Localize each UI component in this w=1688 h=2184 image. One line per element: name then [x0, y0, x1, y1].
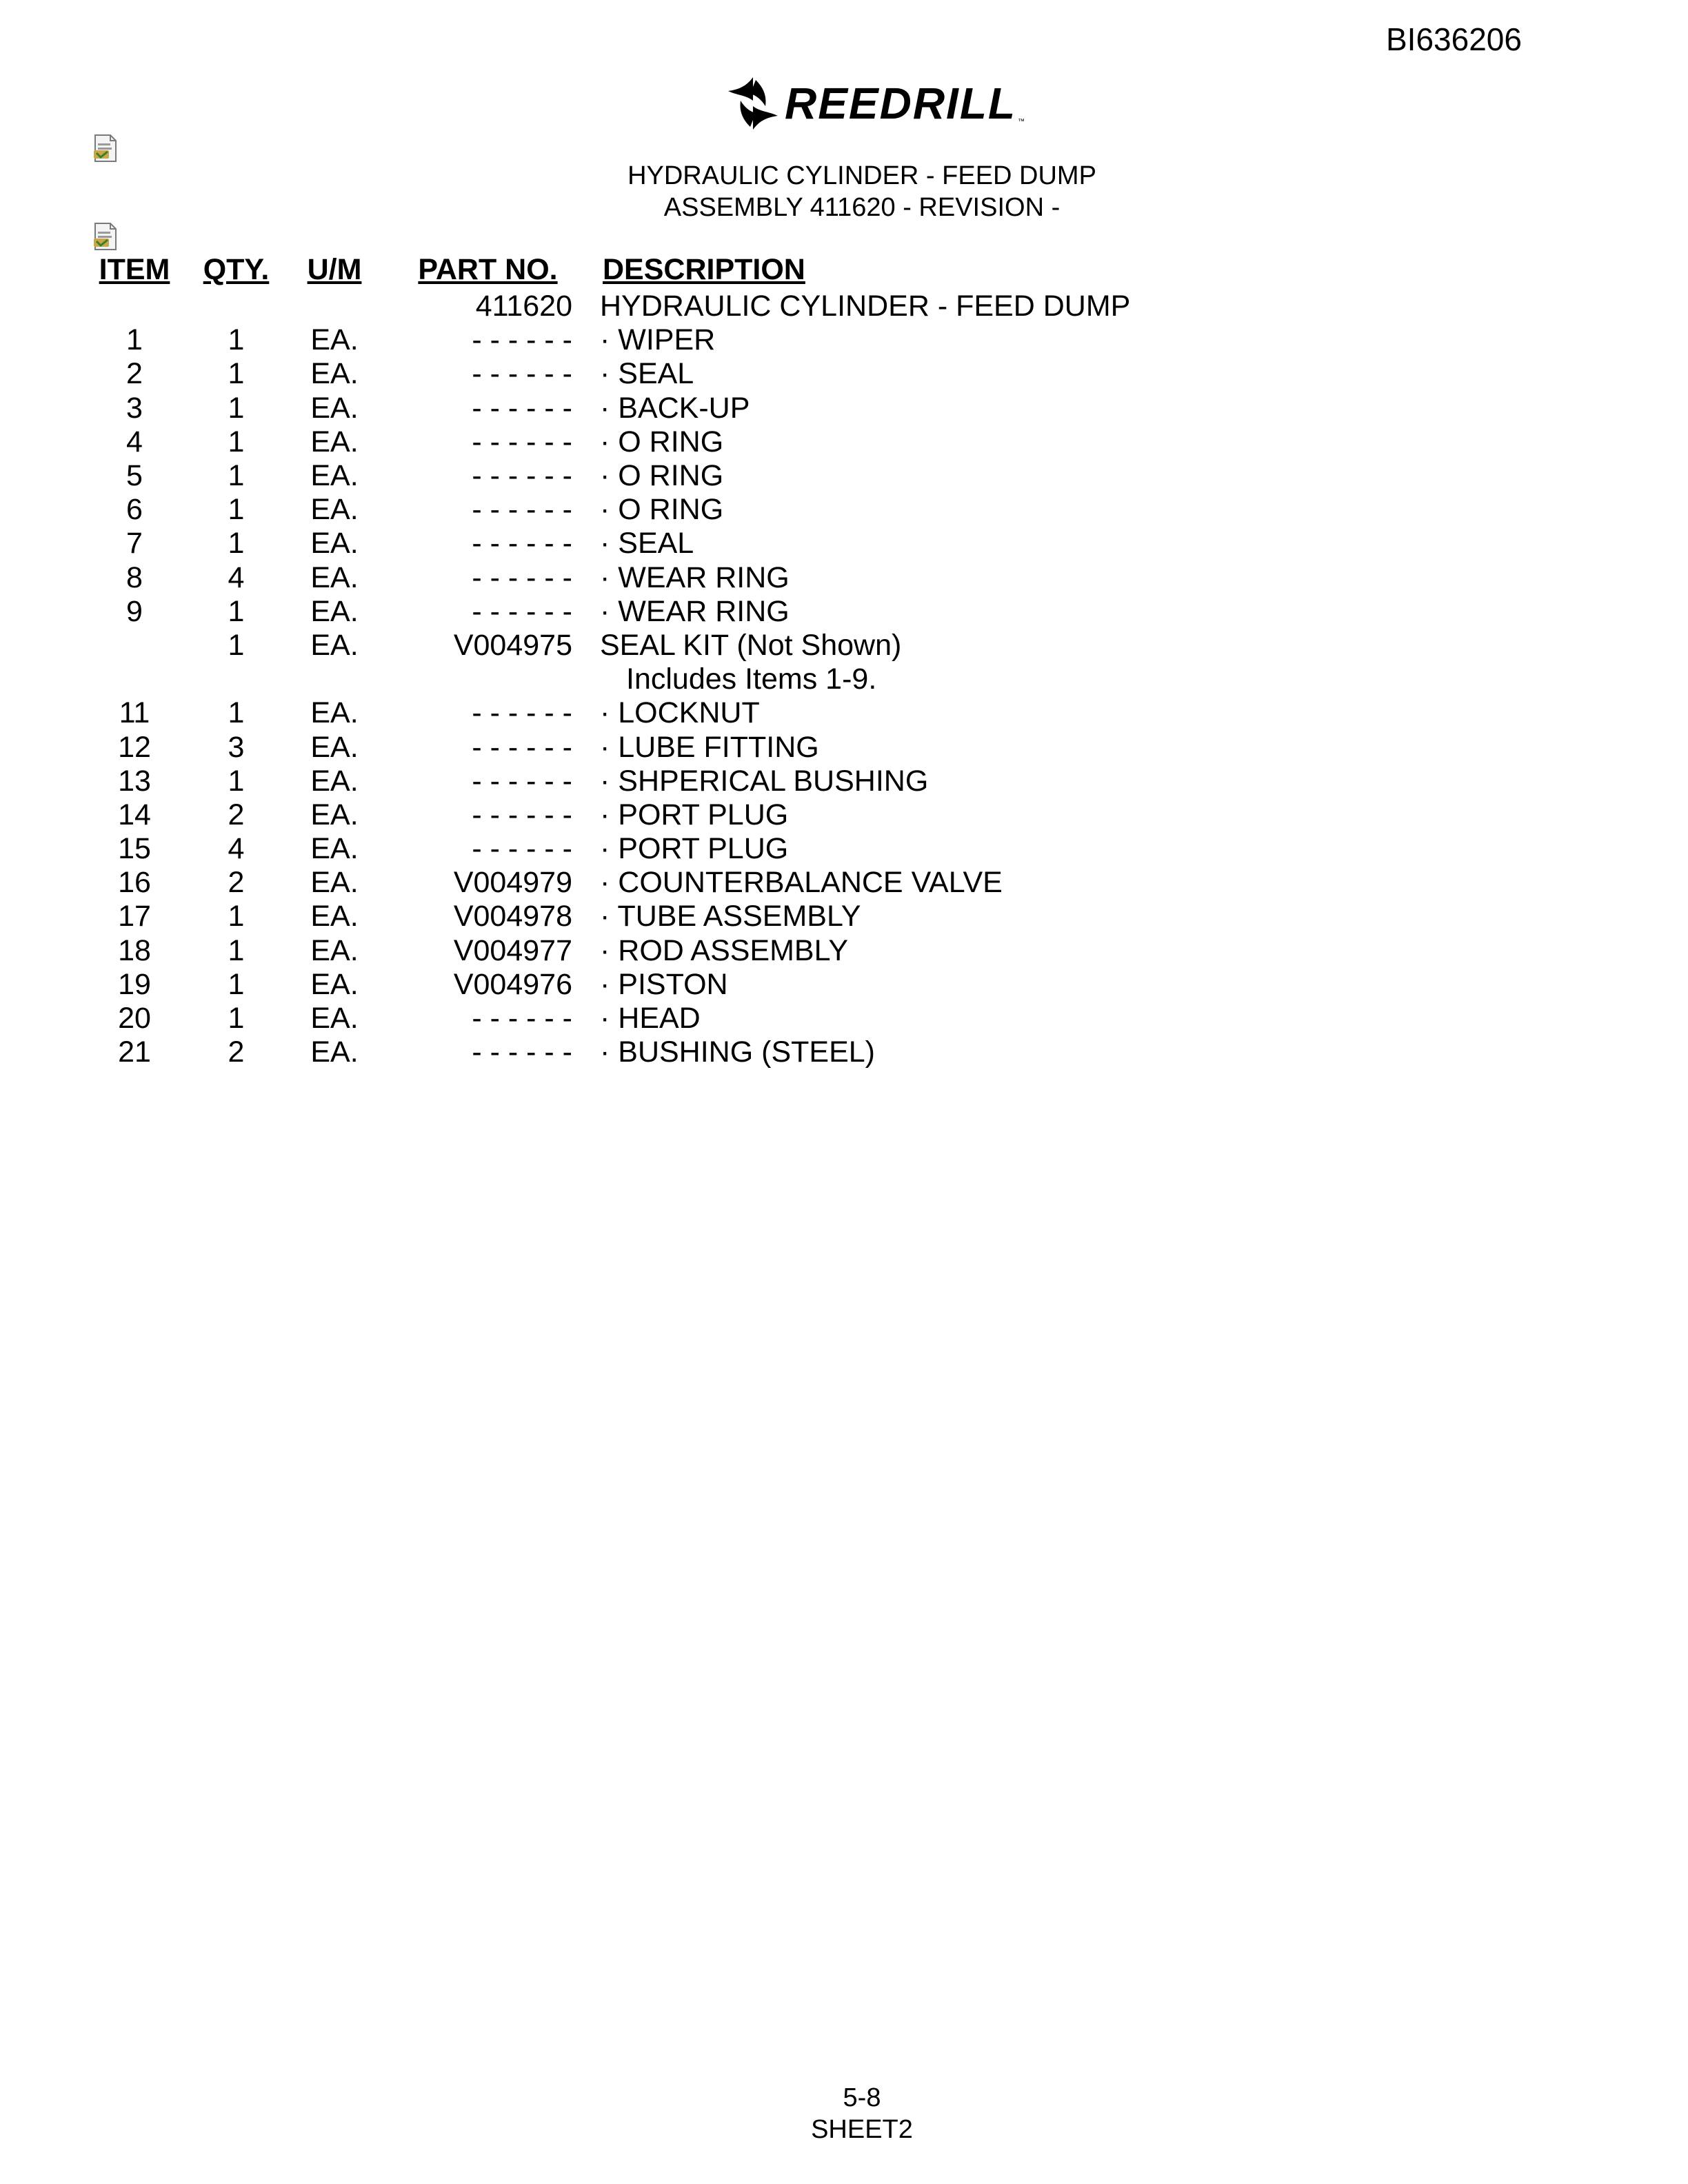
table-row: [90, 866, 1247, 900]
cell-qty: 3: [228, 730, 245, 764]
cell-description: · O RING: [600, 425, 724, 458]
cell-description: · PORT PLUG: [600, 832, 789, 866]
cell-um: EA.: [310, 459, 359, 493]
table-row: [90, 629, 1247, 663]
cell-item: 9: [126, 594, 143, 628]
cell-description: · SEAL: [600, 357, 694, 391]
cell-description: · PORT PLUG: [600, 798, 789, 831]
cell-um: EA.: [310, 527, 359, 560]
table-row: [90, 290, 1247, 323]
cell-item: 18: [118, 933, 151, 967]
cell-part-no: - - - - - -: [472, 1035, 572, 1069]
header-um: U/M: [307, 252, 362, 286]
table-row: [90, 1035, 1247, 1069]
cell-description: · PISTON: [600, 967, 728, 1001]
cell-item: 16: [118, 866, 151, 900]
cell-part-no: V004976: [453, 967, 572, 1001]
cell-qty: 1: [228, 1002, 245, 1035]
parts-table: [90, 250, 1247, 1069]
cell-item: 21: [118, 1035, 151, 1069]
cell-qty: 2: [228, 1035, 245, 1069]
cell-um: EA.: [310, 798, 359, 831]
cell-description: · O RING: [600, 459, 724, 493]
cell-part-no: - - - - - -: [472, 764, 572, 798]
cell-um: EA.: [310, 866, 359, 900]
table-row: [90, 798, 1247, 832]
cell-qty: 4: [228, 832, 245, 866]
cell-part-no: - - - - - -: [472, 391, 572, 425]
cell-um: EA.: [310, 357, 359, 391]
cell-qty: [179, 663, 293, 696]
cell-um: EA.: [310, 832, 359, 866]
cell-item: 14: [118, 798, 151, 831]
table-row: [90, 696, 1247, 730]
cell-qty: 1: [228, 696, 245, 730]
table-row: [90, 900, 1247, 933]
cell-description: HYDRAULIC CYLINDER - FEED DUMP: [600, 290, 1131, 323]
cell-description: · SEAL: [600, 527, 694, 560]
cell-um: EA.: [310, 425, 359, 458]
cell-part-no: - - - - - -: [472, 357, 572, 391]
header-part-no: PART NO.: [418, 252, 558, 286]
cell-item: 5: [126, 459, 143, 493]
cell-um: [293, 663, 376, 696]
cell-um: EA.: [310, 1035, 359, 1069]
cell-part-no: - - - - - -: [472, 560, 572, 594]
cell-item: 4: [126, 425, 143, 458]
cell-description: · LOCKNUT: [600, 696, 760, 730]
cell-part-no: - - - - - -: [472, 1002, 572, 1035]
cell-qty: 1: [228, 967, 245, 1001]
cell-item: [90, 290, 179, 323]
table-row: [90, 968, 1247, 1002]
cell-description: SEAL KIT (Not Shown): [600, 628, 902, 662]
cell-qty: 1: [228, 933, 245, 967]
table-header-row: [90, 250, 1247, 290]
cell-um: EA.: [310, 730, 359, 764]
table-row: [90, 595, 1247, 629]
cell-qty: 1: [228, 425, 245, 458]
cell-um: EA.: [310, 560, 359, 594]
logo-trademark: ™: [1018, 118, 1025, 125]
cell-item: 3: [126, 391, 143, 425]
table-row: [90, 561, 1247, 595]
cell-part-no: V004979: [453, 866, 572, 900]
cell-qty: 1: [228, 459, 245, 493]
table-row: [90, 493, 1247, 527]
cell-um: [293, 290, 376, 323]
cell-um: EA.: [310, 628, 359, 662]
cell-part-no: 411620: [475, 290, 572, 323]
cell-um: EA.: [310, 391, 359, 425]
cell-um: EA.: [310, 900, 359, 933]
cell-qty: 1: [228, 628, 245, 662]
header-qty: QTY.: [203, 252, 270, 286]
cell-part-no: - - - - - -: [472, 425, 572, 458]
cell-part-no: - - - - - -: [472, 832, 572, 866]
cell-item: 15: [118, 832, 151, 866]
table-row: [90, 392, 1247, 425]
cell-qty: 1: [228, 900, 245, 933]
cell-qty: 1: [228, 527, 245, 560]
cell-part-no: V004978: [453, 900, 572, 933]
table-row: [90, 527, 1247, 560]
cell-description: Includes Items 1-9.: [626, 663, 877, 696]
cell-item: 11: [119, 696, 150, 730]
page-number: 5-8: [843, 2083, 881, 2112]
document-id: BI636206: [1386, 21, 1522, 57]
header-description: DESCRIPTION: [603, 252, 805, 286]
cell-part-no: - - - - - -: [472, 493, 572, 527]
cell-part-no: - - - - - -: [472, 594, 572, 628]
document-icon: [92, 134, 119, 163]
cell-item: 6: [126, 493, 143, 527]
cell-description: · BACK-UP: [600, 391, 750, 425]
cell-item: 1: [126, 323, 143, 357]
table-row: [90, 832, 1247, 866]
document-icon: [92, 222, 119, 251]
cell-qty: 1: [228, 357, 245, 391]
logo-text: REEDRILL: [785, 79, 1016, 128]
cell-part-no: - - - - - -: [472, 696, 572, 730]
cell-um: EA.: [310, 323, 359, 357]
cell-part-no: - - - - - -: [472, 323, 572, 357]
page-footer: [0, 2082, 1688, 2145]
cell-description: · SHPERICAL BUSHING: [600, 764, 929, 798]
cell-qty: 2: [228, 798, 245, 831]
cell-part-no: V004975: [453, 628, 572, 662]
logo-swirl-icon: [725, 74, 781, 132]
reedrill-logo: [725, 74, 1025, 132]
cell-item: 13: [118, 764, 151, 798]
table-row: [90, 323, 1247, 357]
table-row: [90, 730, 1247, 764]
cell-qty: [179, 290, 293, 323]
cell-description: · ROD ASSEMBLY: [600, 933, 849, 967]
cell-item: 8: [126, 560, 143, 594]
table-row: [90, 765, 1247, 798]
cell-part-no: - - - - - -: [472, 527, 572, 560]
cell-qty: 4: [228, 560, 245, 594]
table-row: [90, 1002, 1247, 1035]
cell-part-no: - - - - - -: [472, 730, 572, 764]
cell-um: EA.: [310, 764, 359, 798]
cell-description: · WEAR RING: [600, 560, 790, 594]
cell-description: · WEAR RING: [600, 594, 790, 628]
table-row: [90, 663, 1247, 696]
cell-description: · WIPER: [600, 323, 716, 357]
cell-description: · COUNTERBALANCE VALVE: [600, 866, 1003, 900]
cell-description: · O RING: [600, 493, 724, 527]
cell-qty: 1: [228, 391, 245, 425]
cell-description: · LUBE FITTING: [600, 730, 819, 764]
cell-qty: 1: [228, 594, 245, 628]
header-item: ITEM: [99, 252, 170, 286]
cell-um: EA.: [310, 696, 359, 730]
cell-qty: 1: [228, 323, 245, 357]
cell-item: [90, 629, 179, 663]
cell-description: · TUBE ASSEMBLY: [600, 900, 861, 933]
table-row: [90, 934, 1247, 968]
cell-item: 7: [126, 527, 143, 560]
cell-qty: 2: [228, 866, 245, 900]
cell-item: 2: [126, 357, 143, 391]
table-row: [90, 459, 1247, 493]
parts-table-body: [90, 290, 1247, 1069]
cell-um: EA.: [310, 493, 359, 527]
cell-item: [90, 663, 179, 696]
sheet-label: SHEET2: [811, 2115, 913, 2144]
title-line-2: ASSEMBLY 411620 - REVISION -: [663, 193, 1061, 222]
cell-item: 20: [118, 1002, 151, 1035]
cell-qty: 1: [228, 764, 245, 798]
cell-part-no: - - - - - -: [472, 798, 572, 831]
cell-um: EA.: [310, 1002, 359, 1035]
table-row: [90, 357, 1247, 391]
cell-qty: 1: [228, 493, 245, 527]
cell-item: 19: [118, 967, 151, 1001]
cell-item: 17: [118, 900, 151, 933]
title-line-1: HYDRAULIC CYLINDER - FEED DUMP: [627, 161, 1096, 190]
cell-um: EA.: [310, 933, 359, 967]
cell-description: · HEAD: [600, 1002, 701, 1035]
cell-part-no: V004977: [453, 933, 572, 967]
cell-part-no: - - - - - -: [472, 459, 572, 493]
cell-description: · BUSHING (STEEL): [600, 1035, 875, 1069]
cell-um: EA.: [310, 967, 359, 1001]
cell-part-no: [376, 663, 600, 696]
table-row: [90, 425, 1247, 459]
cell-um: EA.: [310, 594, 359, 628]
cell-item: 12: [118, 730, 151, 764]
title-block: [0, 160, 1688, 223]
